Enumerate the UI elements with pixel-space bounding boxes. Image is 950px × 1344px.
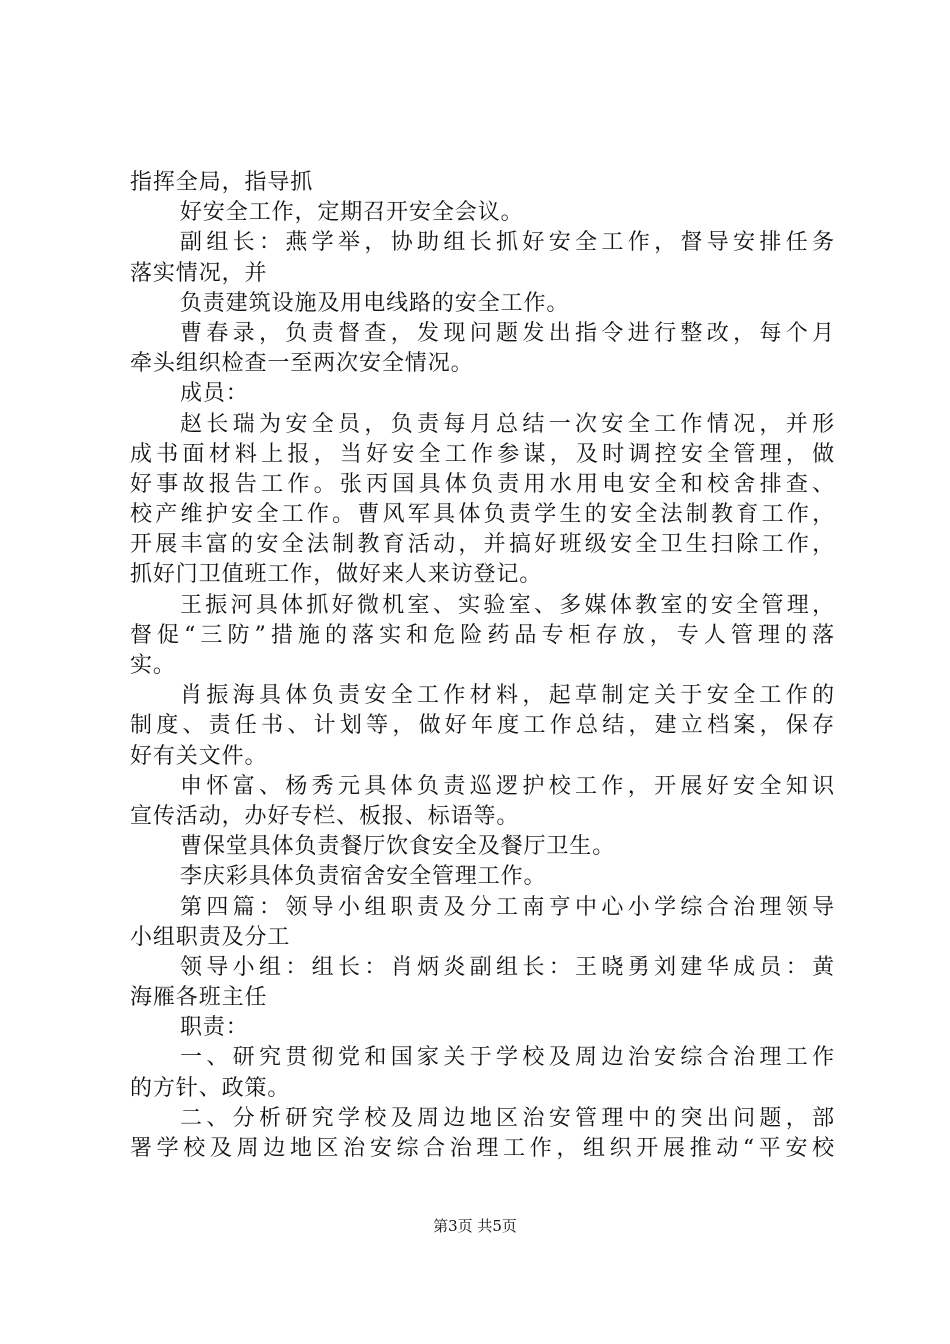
text-line: 负责建筑设施及用电线路的安全工作。	[180, 290, 570, 316]
text-line: 抓好门卫值班工作，做好来人来访登记。	[130, 562, 543, 588]
text-line: 落实情况，并	[130, 260, 268, 286]
text-line: 宣传活动，办好专栏、板报、标语等。	[130, 803, 520, 829]
text-line: 好有关文件。	[130, 743, 268, 769]
document-body	[130, 168, 835, 1164]
text-line: 副组长：燕学举，协助组长抓好安全工作，督导安排任务	[180, 230, 835, 256]
text-line: 赵长瑞为安全员，负责每月总结一次安全工作情况，并形	[180, 411, 835, 437]
text-line: 牵头组织检查一至两次安全情况。	[130, 351, 474, 377]
text-line: 小组职责及分工	[130, 924, 291, 950]
text-line: 曹春录，负责督查，发现问题发出指令进行整改，每个月	[180, 320, 835, 346]
text-line: 指挥全局，指导抓	[130, 170, 314, 195]
text-line: 申怀富、杨秀元具体负责巡逻护校工作，开展好安全知识	[180, 773, 835, 799]
text-line: 好事故报告工作。张丙国具体负责用水用电安全和校舍排查、	[130, 471, 835, 497]
text-line: 一、研究贯彻党和国家关于学校及周边治安综合治理工作	[180, 1045, 835, 1071]
page-footer: 第3页 共5页	[433, 1217, 517, 1235]
text-line: 成员：	[180, 381, 249, 407]
text-line: 曹保堂具体负责餐厅饮食安全及餐厅卫生。	[180, 834, 616, 860]
text-line: 署学校及周边地区治安综合治理工作，组织开展推动“平安校	[130, 1136, 835, 1161]
text-line: 的方针、政策。	[130, 1075, 291, 1101]
text-line: 王振河具体抓好微机室、实验室、多媒体教室的安全管理，	[180, 592, 835, 618]
text-line: 第四篇：领导小组职责及分工南亨中心小学综合治理领导	[180, 894, 835, 920]
text-line: 二、分析研究学校及周边地区治安管理中的突出问题，部	[180, 1105, 835, 1131]
text-line: 成书面材料上报，当好安全工作参谋，及时调控安全管理，做	[130, 441, 835, 467]
text-line: 制度、责任书、计划等，做好年度工作总结，建立档案，保存	[130, 713, 835, 739]
text-line: 开展丰富的安全法制教育活动，并搞好班级安全卫生扫除工作，	[130, 532, 835, 558]
text-line: 实。	[130, 653, 176, 678]
text-line: 肖振海具体负责安全工作材料，起草制定关于安全工作的	[180, 683, 835, 709]
text-line: 海雁各班主任	[130, 985, 268, 1011]
text-line: 李庆彩具体负责宿舍安全管理工作。	[180, 864, 547, 890]
text-line: 好安全工作，定期召开安全会议。	[180, 200, 524, 226]
text-line: 督促“三防”措施的落实和危险药品专柜存放，专人管理的落	[130, 622, 835, 648]
text-line: 领导小组：组长：肖炳炎副组长：王晓勇刘建华成员：黄	[180, 954, 835, 980]
text-line: 职责：	[180, 1015, 249, 1041]
text-line: 校产维护安全工作。曹风军具体负责学生的安全法制教育工作，	[130, 502, 835, 528]
